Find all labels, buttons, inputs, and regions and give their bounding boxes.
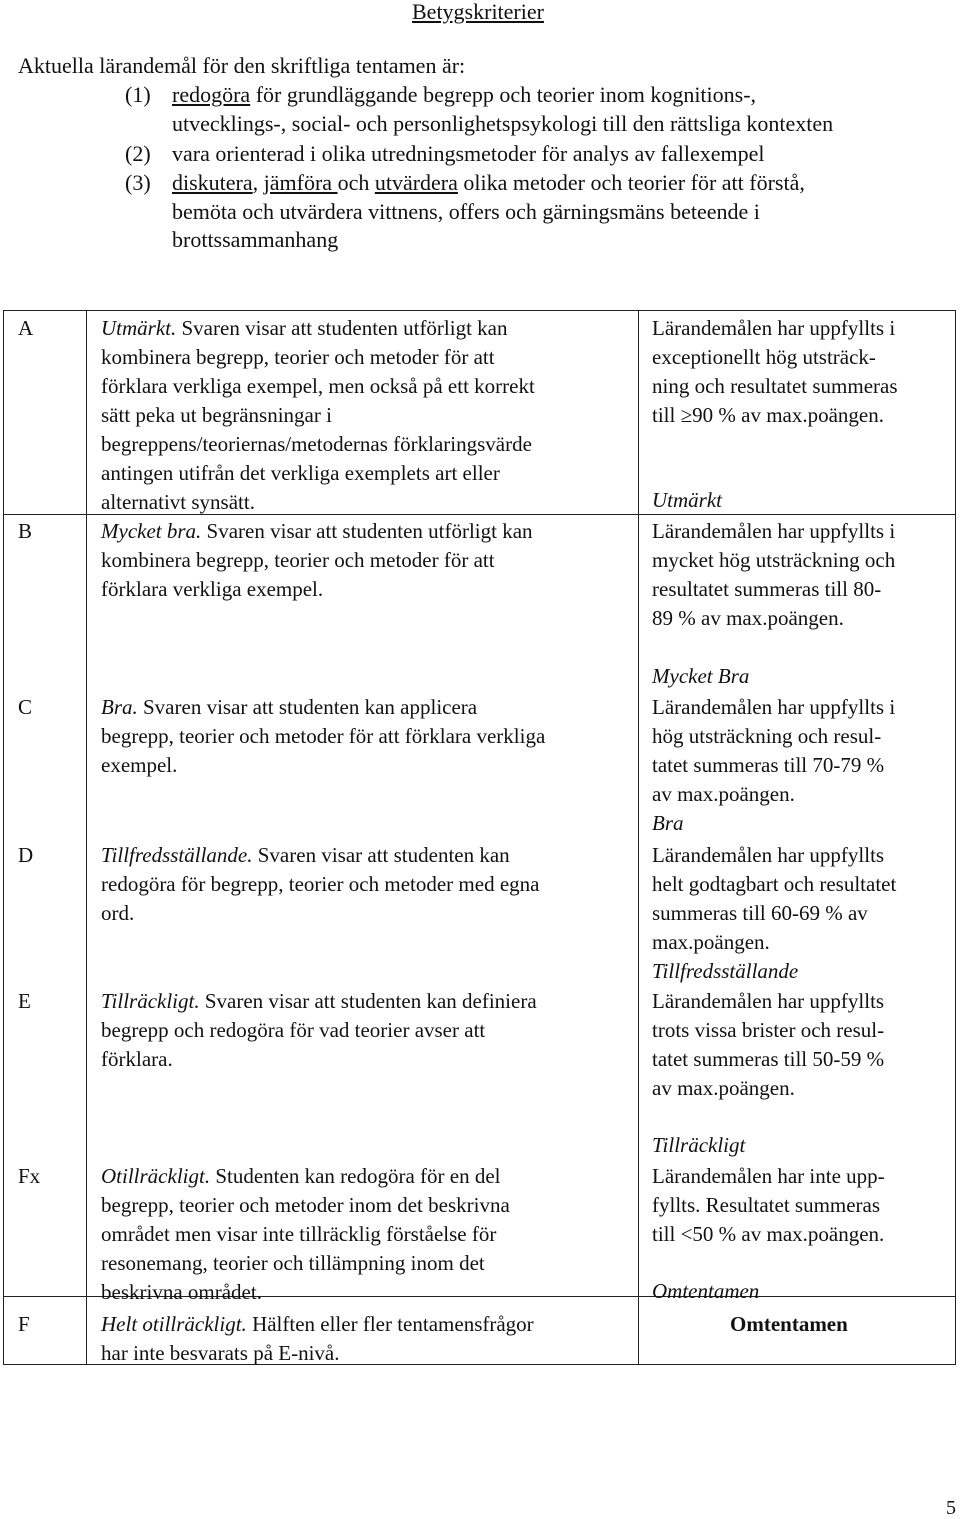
grade-criteria: Lärandemålen har uppfyllts trots vissa brister och resul- tatet summeras till 50-59 % av max.poängen. [652,989,885,1100]
grade-label: Tillräckligt. [101,989,200,1013]
column-divider [638,311,639,1364]
grade-criteria: Lärandemålen har uppfyllts helt godtagbart och resultatet summeras till 60-69 % av max.poängen. [652,843,897,954]
grade-description: Helt otillräckligt. Hälften eller fler tentamensfrågor har inte besvarats på E-nivå. [101,1312,534,1365]
grade-description: Utmärkt. Svaren visar att studenten utförligt kan kombinera begrepp, teorier och metoder för att förklara verkliga exempel, men också på ett korrekt sätt peka ut begränsningar i begreppens/teoriernas/metodernas förklaringsvärde antingen utifrån det verkliga exemplets art eller alternativt synsätt. [101,316,535,514]
grades-table [3,310,956,1365]
objective-number: (3) [125,170,151,195]
grade-description: Tillräckligt. Svaren visar att studenten kan definiera begrepp och redogöra för vad teorier avser att förklara. [101,989,537,1071]
grade-letter: E [18,989,31,1013]
objective-2 [125,140,905,169]
grade-criteria: Lärandemålen har uppfyllts i exceptionellt hög utsträck- ning och resultatet summeras till ≥90 % av max.poängen. [652,316,898,427]
criteria-label: Utmärkt [652,488,722,512]
objective-verb: diskutera [172,170,253,195]
grade-criteria: Lärandemålen har uppfyllts i hög utsträckning och resul- tatet summeras till 70-79 % av max.poängen. [652,695,896,806]
grade-label: Tillfredsställande. [101,843,253,867]
grade-criteria-retake: Omtentamen [730,1312,848,1336]
criteria-label: Omtentamen [652,1279,760,1303]
column-divider [86,311,87,1364]
objective-verb: utvärdera [374,170,458,195]
grade-letter: C [18,695,33,719]
grade-description: Otillräckligt. Studenten kan redogöra för en del begrepp, teorier och metoder inom det beskrivna området men visar inte tillräcklig förståelse för resonemang, teorier och tillämpning inom det beskrivna området. [101,1164,510,1304]
grade-description: Tillfredsställande. Svaren visar att studenten kan redogöra för begrepp, teorier och metoder med egna ord. [101,843,540,925]
grade-criteria: Lärandemålen har uppfyllts i mycket hög utsträckning och resultatet summeras till 80- 89 % av max.poängen. [652,519,896,630]
grade-label: Utmärkt. [101,316,177,340]
criteria-label: Tillräckligt [652,1133,746,1157]
grade-label: Otillräckligt. [101,1164,211,1188]
objective-3 [125,169,905,257]
grade-label: Helt otillräckligt. [101,1312,247,1336]
greater-equal-symbol: ≥ [680,403,693,427]
grade-letter: D [18,843,34,867]
objective-text: diskutera, jämföra och utvärdera olika metoder och teorier för att förstå, bemöta och utvärdera vittnens, offers och gärningsmäns beteende i brottssammanhang [172,170,805,252]
intro-text: Aktuella lärandemål för den skriftliga tentamen är: [18,53,466,78]
objective-text: vara orienterad i olika utredningsmetoder för analys av fallexempel [172,141,765,166]
grade-description: Mycket bra. Svaren visar att studenten utförligt kan kombinera begrepp, teorier och metoder för att förklara verkliga exempel. [101,519,533,601]
grade-description: Bra. Svaren visar att studenten kan applicera begrepp, teorier och metoder för att förklara verkliga exempel. [101,695,546,777]
page-number: 5 [946,1497,956,1519]
grade-label: Mycket bra. [101,519,202,543]
grade-letter: A [18,316,34,340]
grade-letter: B [18,519,33,543]
grade-label: Bra. [101,695,138,719]
objective-1 [125,81,905,139]
objective-number: (2) [125,141,151,166]
grade-letter: Fx [18,1164,41,1188]
criteria-label: Tillfredsställande [652,959,799,983]
criteria-label: Mycket Bra [652,664,750,688]
grade-criteria: Lärandemålen har inte upp- fyllts. Resultatet summeras till <50 % av max.poängen. [652,1164,885,1246]
page-title: Betygskriterier [412,0,544,24]
objective-verb: redogöra [172,82,251,107]
objective-number: (1) [125,82,151,107]
objective-verb: jämföra [263,170,338,195]
grade-letter: F [18,1312,30,1336]
criteria-label: Bra [652,811,684,835]
objective-text: redogöra för grundläggande begrepp och teorier inom kognitions-, utvecklings-, social- och personlighetspsykologi till den rättsliga kontexten [172,82,834,136]
